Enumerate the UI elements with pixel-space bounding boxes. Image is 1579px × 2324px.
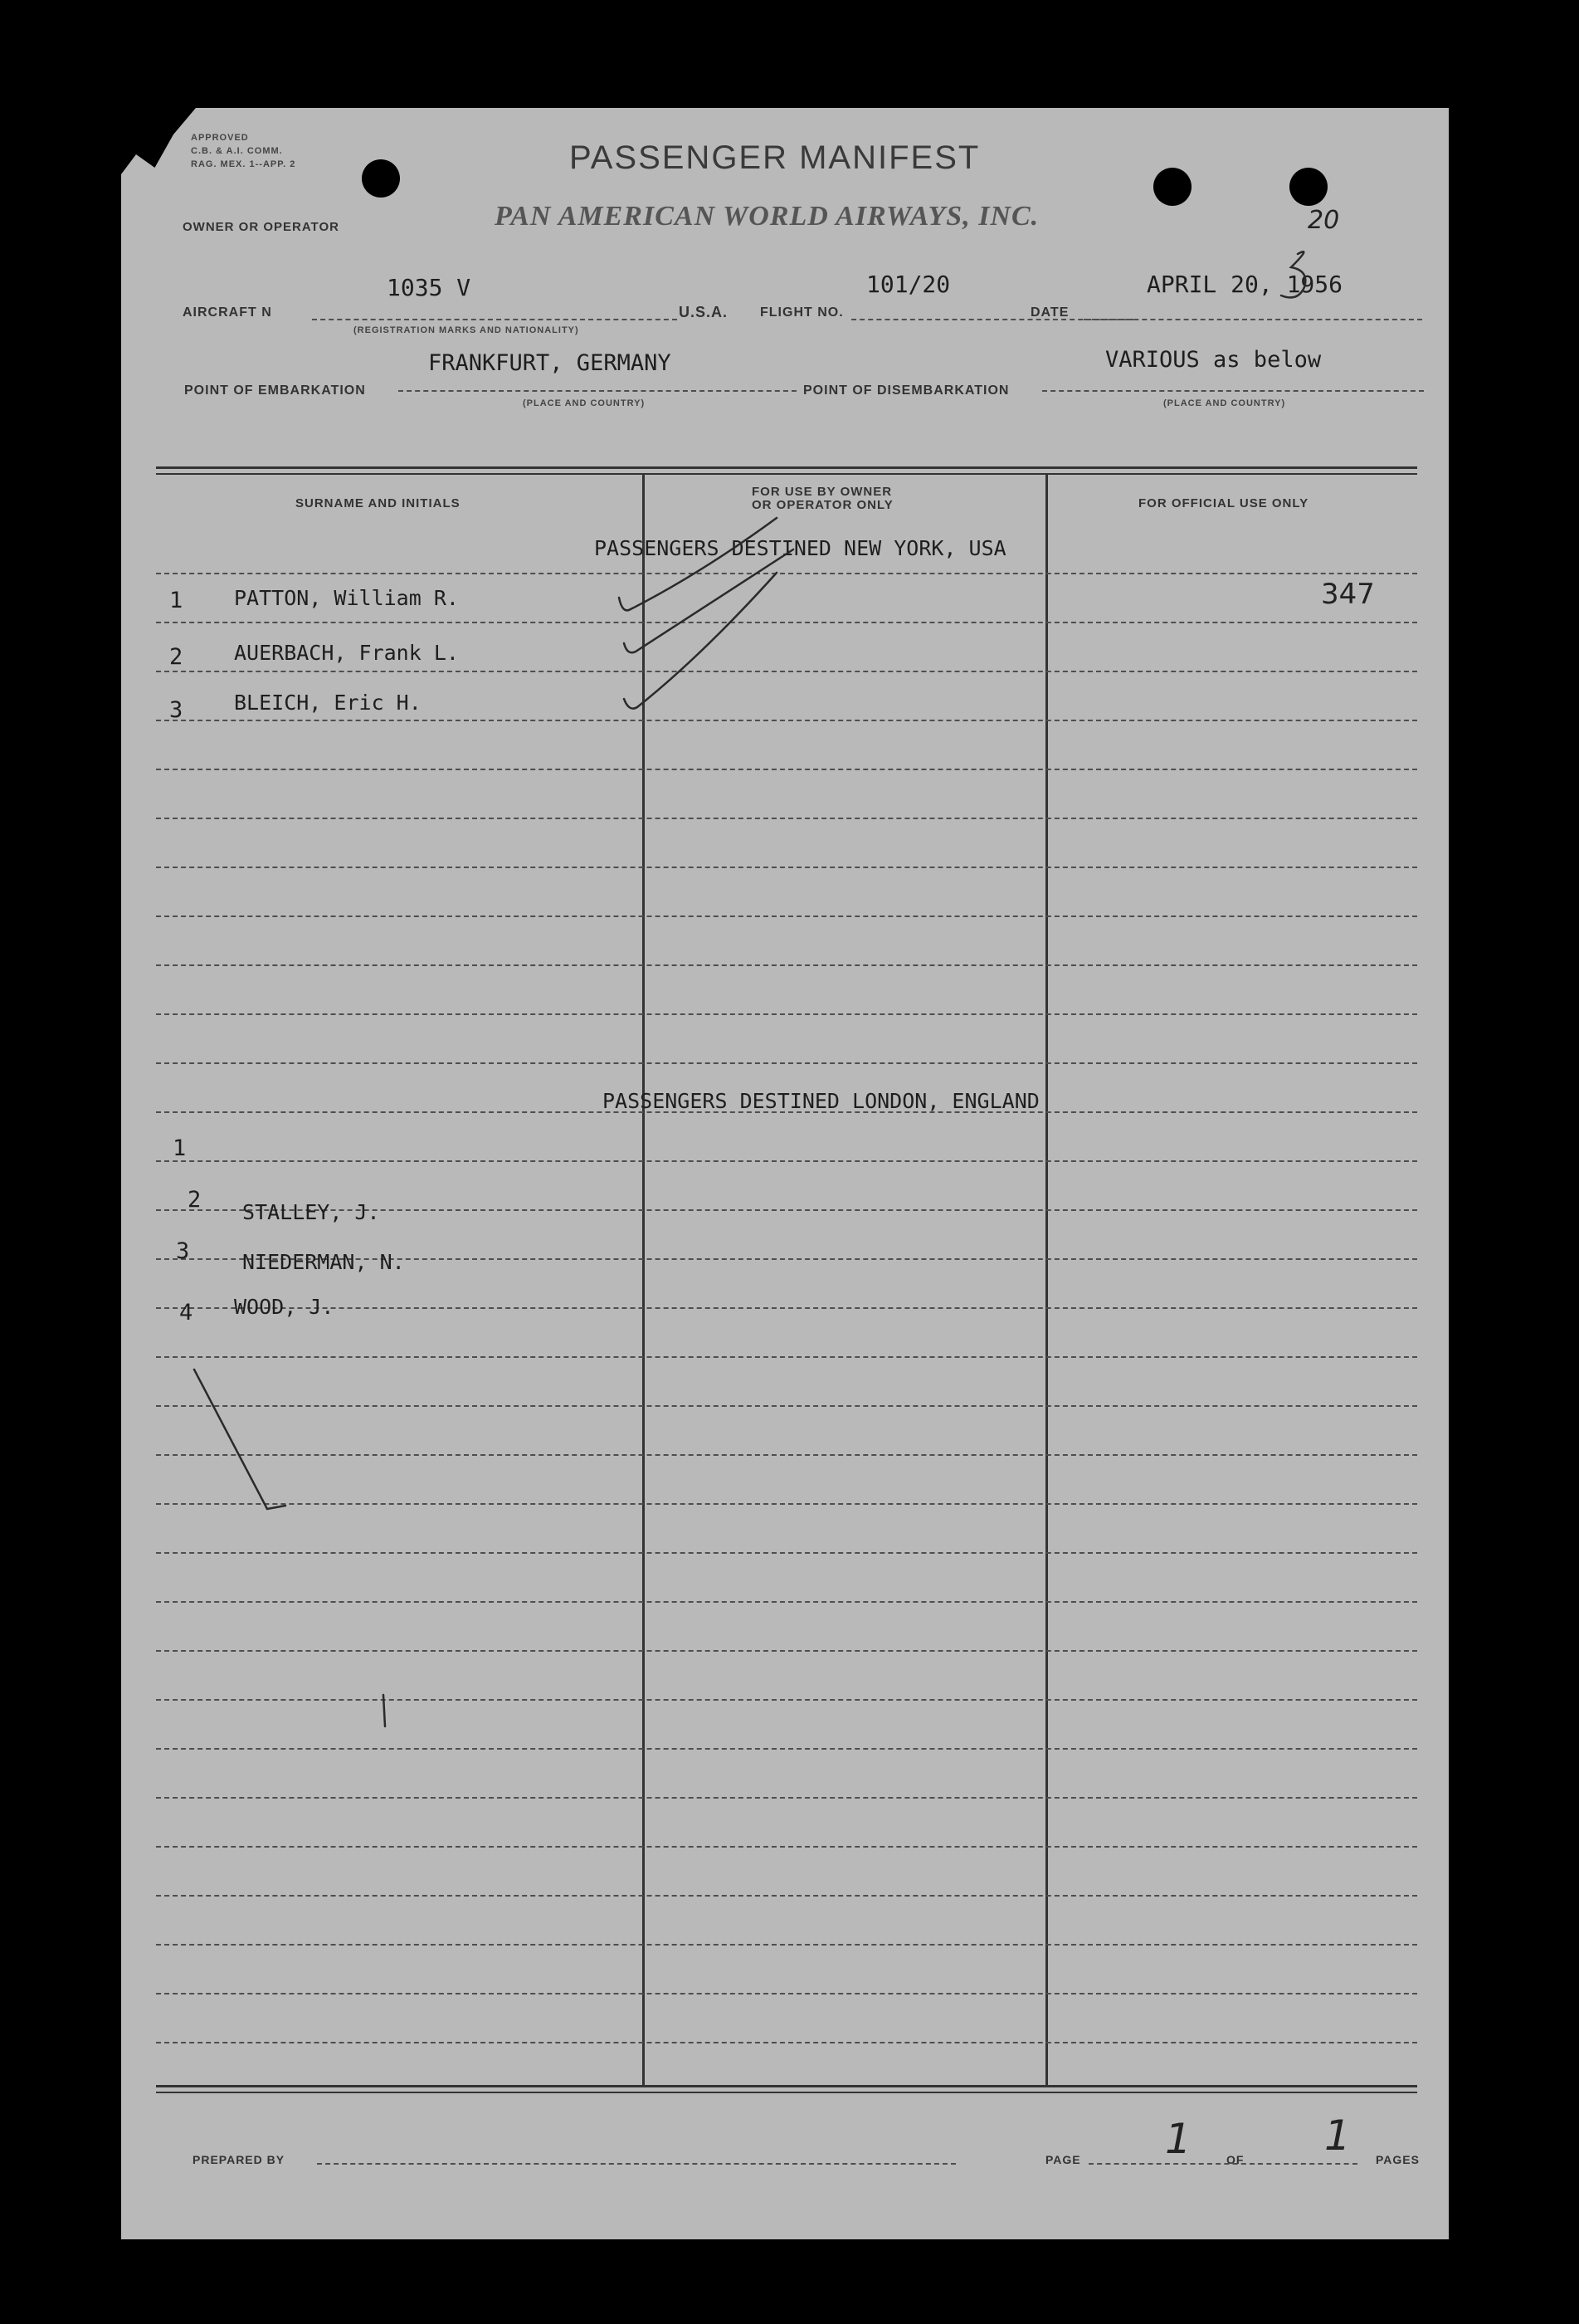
passenger-name: STALLEY, J. bbox=[242, 1200, 380, 1224]
row-number: 1 bbox=[169, 588, 183, 613]
table-bottom-rule-2 bbox=[156, 2092, 1417, 2093]
passenger-name: NIEDERMAN, N. bbox=[242, 1250, 405, 1274]
prepared-underline bbox=[317, 2163, 956, 2165]
registration-label: (REGISTRATION MARKS AND NATIONALITY) bbox=[353, 325, 579, 335]
row-number: 2 bbox=[188, 1187, 202, 1213]
row-number: 2 bbox=[169, 644, 183, 670]
column-header-owner-1: FOR USE BY OWNER bbox=[752, 485, 893, 499]
date-value: APRIL 20, 1956 bbox=[1147, 271, 1343, 298]
owner-label: OWNER OR OPERATOR bbox=[183, 220, 339, 234]
date-mark bbox=[1281, 251, 1305, 297]
check-mark-3 bbox=[624, 573, 777, 709]
of-label: OF bbox=[1226, 2153, 1245, 2166]
row-number: 3 bbox=[176, 1238, 190, 1264]
column-header-official: FOR OFFICIAL USE ONLY bbox=[1138, 496, 1309, 510]
passenger-name: PATTON, William R. bbox=[234, 586, 459, 610]
flight-label: FLIGHT NO. bbox=[760, 305, 844, 320]
check-mark-1 bbox=[619, 518, 777, 610]
table-bottom-rule-1 bbox=[156, 2085, 1417, 2087]
embark-label: POINT OF EMBARKATION bbox=[184, 383, 366, 398]
of-number: 1 bbox=[1324, 2112, 1351, 2160]
group-heading-london: PASSENGERS DESTINED LONDON, ENGLAND bbox=[602, 1089, 1040, 1113]
embark-value: FRANKFURT, GERMANY bbox=[428, 350, 671, 376]
column-header-owner-2: OR OPERATOR ONLY bbox=[752, 498, 894, 512]
pages-label: PAGES bbox=[1376, 2153, 1420, 2166]
prepared-label: PREPARED BY bbox=[193, 2153, 285, 2166]
row-number: 1 bbox=[173, 1135, 187, 1161]
disembark-value: VARIOUS as below bbox=[1105, 347, 1322, 373]
operator-name: PAN AMERICAN WORLD AIRWAYS, INC. bbox=[495, 201, 1040, 232]
corner-annotation: 20 bbox=[1308, 206, 1340, 235]
page-title: PASSENGER MANIFEST bbox=[569, 139, 981, 176]
group-heading-new-york: PASSENGERS DESTINED NEW YORK, USA bbox=[594, 536, 1006, 560]
usa-label: U.S.A. bbox=[679, 304, 729, 320]
column-header-name: SURNAME AND INITIALS bbox=[295, 496, 461, 510]
approval-line-2: C.B. & A.I. COMM. bbox=[191, 146, 283, 156]
approval-line-3: RAG. MEX. 1--APP. 2 bbox=[191, 159, 296, 169]
pen-marks bbox=[121, 108, 1449, 2239]
page-number: 1 bbox=[1165, 2115, 1192, 2163]
date-label: DATE bbox=[1031, 305, 1070, 320]
passenger-name: AUERBACH, Frank L. bbox=[234, 641, 459, 665]
aircraft-value: 1035 V bbox=[387, 274, 471, 301]
passenger-name: BLEICH, Eric H. bbox=[234, 691, 422, 715]
aircraft-label: AIRCRAFT N bbox=[183, 305, 272, 320]
disembark-sublabel: (PLACE AND COUNTRY) bbox=[1163, 398, 1286, 408]
disembark-label: POINT OF DISEMBARKATION bbox=[803, 383, 1010, 398]
slash-mark bbox=[194, 1370, 285, 1509]
approval-line-1: APPROVED bbox=[191, 133, 249, 143]
official-mark: 347 bbox=[1321, 578, 1375, 611]
page-label: PAGE bbox=[1045, 2153, 1081, 2166]
embark-sublabel: (PLACE AND COUNTRY) bbox=[523, 398, 646, 408]
of-underline bbox=[1258, 2163, 1357, 2165]
manifest-sheet bbox=[121, 108, 1449, 2239]
row-number: 4 bbox=[179, 1300, 193, 1326]
row-number: 3 bbox=[169, 697, 183, 723]
passenger-name: WOOD, J. bbox=[234, 1295, 334, 1319]
tick-mark bbox=[383, 1695, 385, 1726]
flight-value: 101/20 bbox=[866, 271, 951, 298]
